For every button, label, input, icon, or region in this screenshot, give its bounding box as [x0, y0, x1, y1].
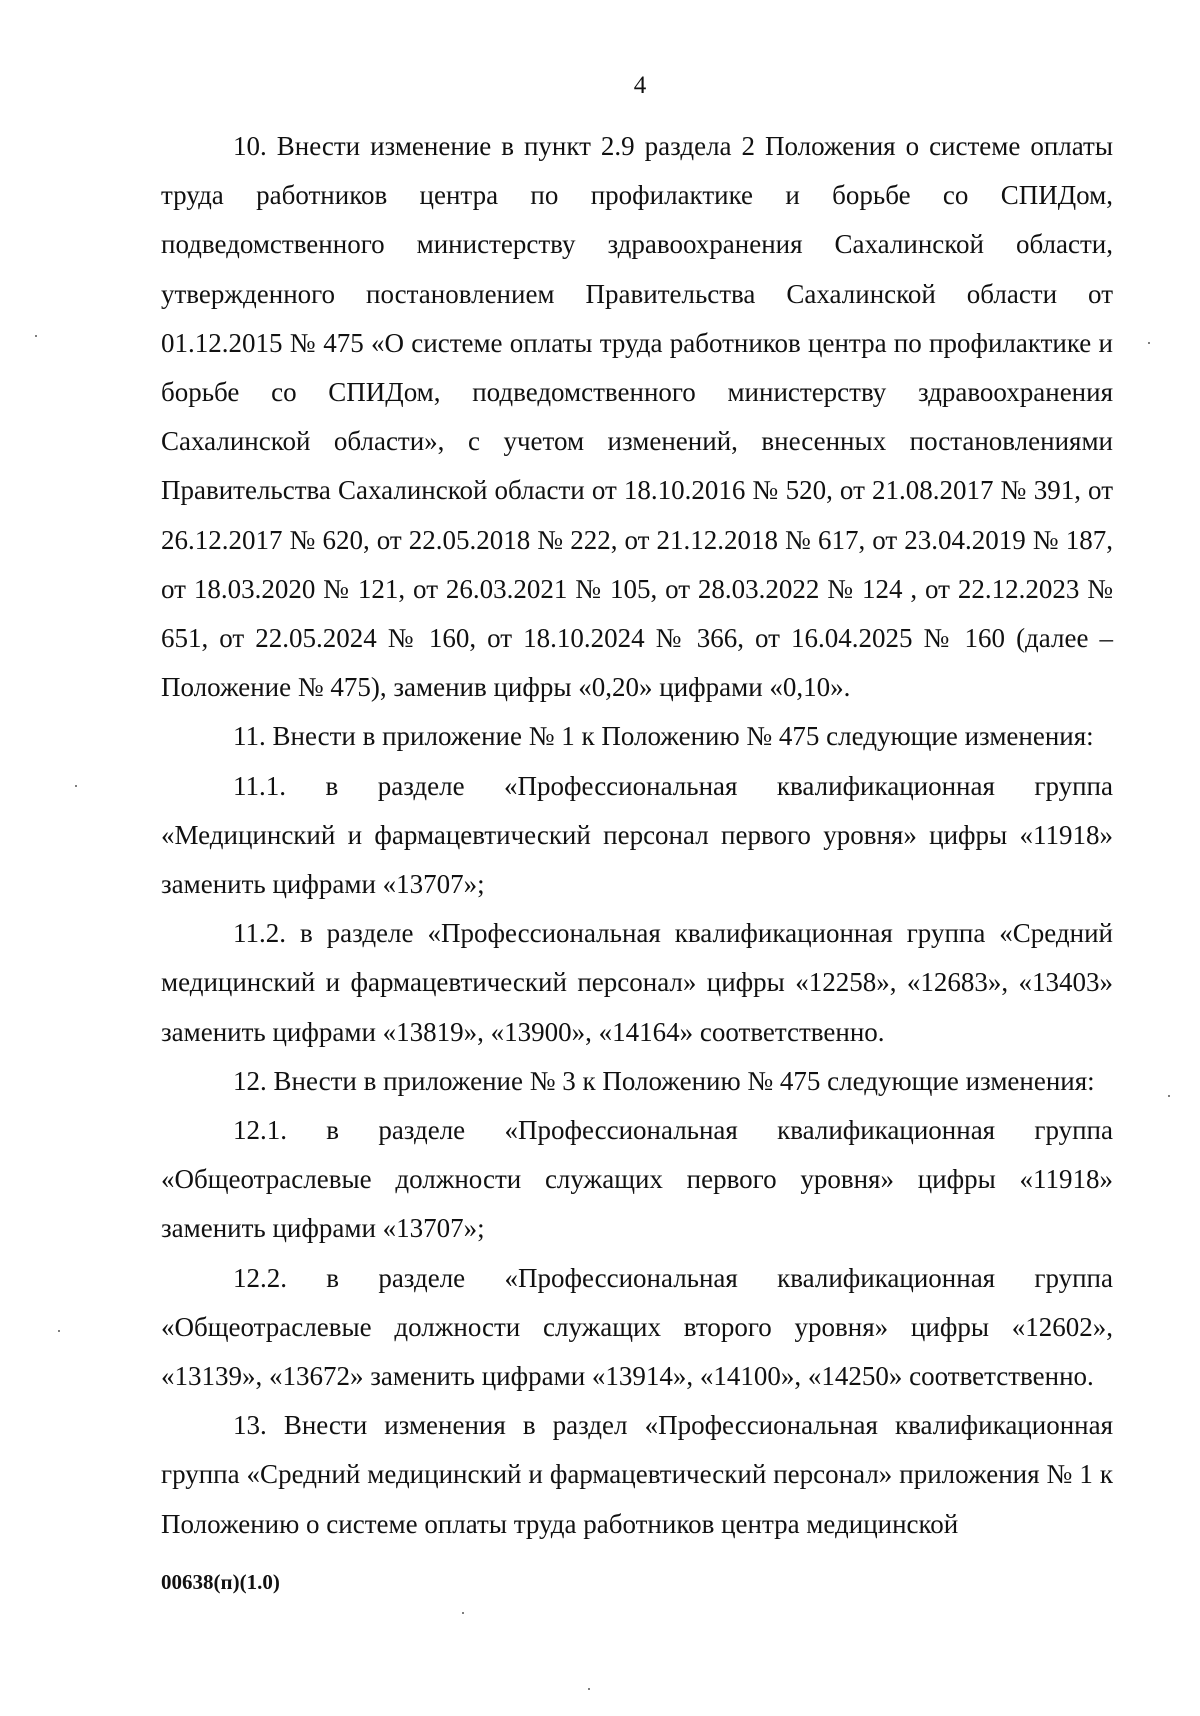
paragraph-10: 10. Внести изменение в пункт 2.9 раздела 2 Положения о системе оплаты труда работников центра по профилактике и борьбе со СПИДом, подведомственного министерству здравоохранения Сахалинской области, утвержденного постановлением Правительства Сахалинской области от 01.12.2015 № 475 «О системе оплаты труда работников центра по профилактике и борьбе со СПИДом, подведомственного министерству здравоохранения Сахалинской области», с учетом изменений, внесенных постановлениями Правительства Сахалинской области от 18.10.2016 № 520, от 21.08.2017 № 391, от 26.12.2017 № 620, от 22.05.2018 № 222, от 21.12.2018 № 617, от 23.04.2019 № 187, от 18.03.2020 № 121, от 26.03.2021 № 105, от 28.03.2022 № 124 , от 22.12.2023 № 651, от 22.05.2024 № 160, от 18.10.2024 № 366, от 16.04.2025 № 160 (далее – Положение № 475), заменив цифры «0,20» цифрами «0,10». — [161, 131, 1113, 703]
paragraph-11-1: 11.1. в разделе «Профессиональная квалификационная группа «Медицинский и фармацевтический персонал первого уровня» цифры «11918» заменить цифрами «13707»; — [161, 770, 1113, 900]
paragraph-11: 11. Внести в приложение № 1 к Положению № 475 следующие изменения: — [233, 721, 1094, 752]
scan-speck — [58, 1330, 60, 1332]
scan-speck — [1168, 1095, 1170, 1097]
document-code: 00638(п)(1.0) — [161, 1570, 280, 1594]
scan-speck — [588, 1688, 590, 1690]
scan-speck — [1148, 342, 1150, 344]
page-number: 4 — [633, 72, 647, 99]
paragraph-13: 13. Внести изменения в раздел «Профессиональная квалификационная группа «Средний медицинский и фармацевтический персонал» приложения № 1 к Положению о системе оплаты труда работников центра медицинской — [161, 1410, 1113, 1539]
paragraph-12: 12. Внести в приложение № 3 к Положению № 475 следующие изменения: — [233, 1065, 1095, 1096]
document-body — [161, 122, 1113, 1549]
scan-speck — [35, 335, 37, 337]
scan-speck — [462, 1612, 464, 1614]
paragraph-12-1: 12.1. в разделе «Профессиональная квалификационная группа «Общеотраслевые должности служащих первого уровня» цифры «11918» заменить цифрами «13707»; — [161, 1115, 1113, 1244]
scan-speck — [75, 785, 77, 787]
paragraph-12-2: 12.2. в разделе «Профессиональная квалификационная группа «Общеотраслевые должности служащих второго уровня» цифры «12602», «13139», «13672» заменить цифрами «13914», «14100», «14250» соответственно. — [161, 1262, 1113, 1392]
paragraph-11-2: 11.2. в разделе «Профессиональная квалификационная группа «Средний медицинский и фармацевтический персонал» цифры «12258», «12683», «13403» заменить цифрами «13819», «13900», «14164» соответственно. — [161, 918, 1113, 1047]
